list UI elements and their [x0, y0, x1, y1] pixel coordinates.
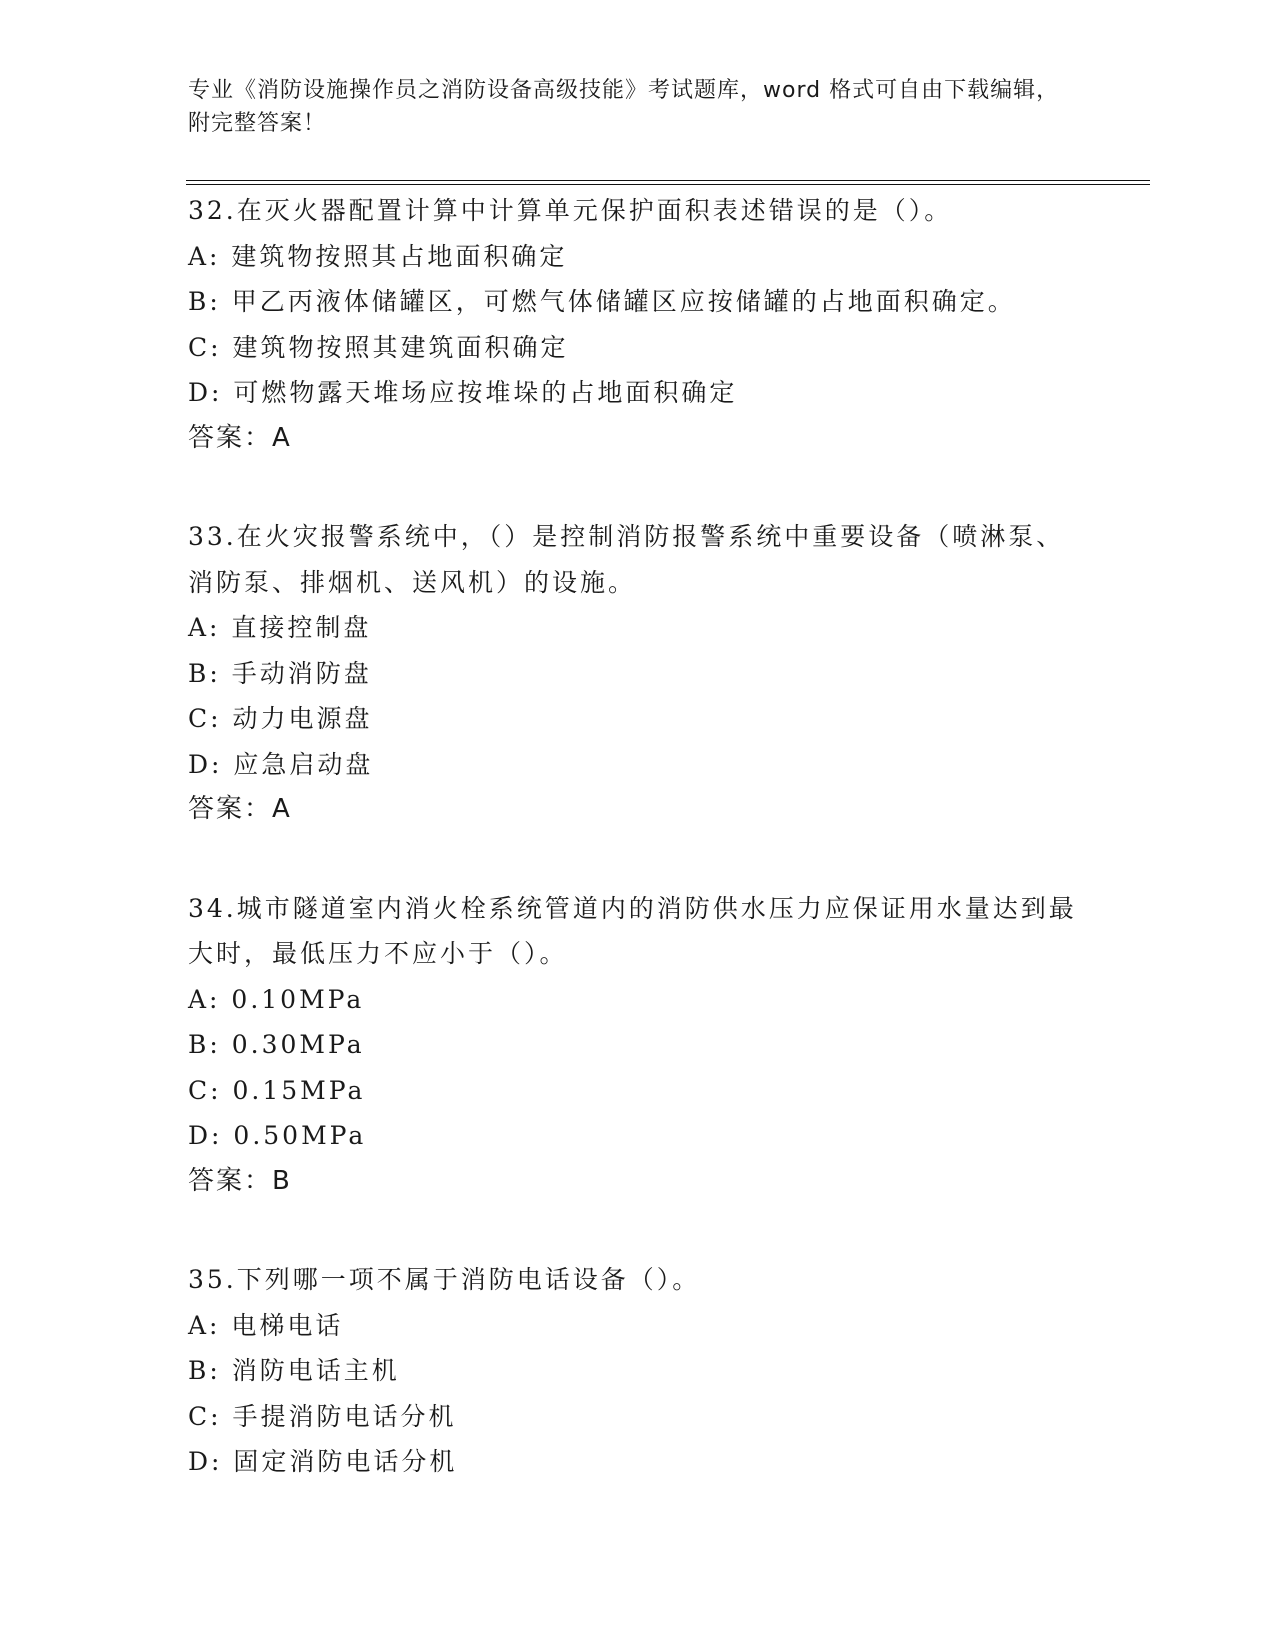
answer: 答案：B — [188, 1165, 292, 1196]
option-b: B: 消防电话主机 — [188, 1356, 400, 1385]
answer: 答案：A — [188, 794, 292, 824]
option-c: C: 手提消防电话分机 — [188, 1401, 457, 1431]
option-d: D: 固定消防电话分机 — [188, 1447, 458, 1476]
option-a: A: 建筑物按照其占地面积确定 — [188, 241, 568, 271]
option-a: A: 直接控制盘 — [188, 613, 372, 642]
question-stem: 32.在灭火器配置计算中计算单元保护面积表述错误的是（）。 — [188, 196, 953, 225]
question-34 — [188, 886, 1088, 1205]
question-stem: 34.城市隧道室内消火栓系统管道内的消防供水压力应保证用水量达到最大时，最低压力不应小于（）。 — [188, 893, 1077, 968]
question-32 — [188, 188, 1088, 461]
option-a: A: 电梯电话 — [188, 1310, 344, 1340]
option-c: C: 动力电源盘 — [188, 704, 373, 733]
option-d: D: 0.50MPa — [188, 1121, 367, 1150]
option-c: C: 建筑物按照其建筑面积确定 — [188, 332, 569, 362]
answer: 答案：A — [188, 422, 292, 453]
option-a: A: 0.10MPa — [188, 984, 365, 1014]
option-d: D: 应急启动盘 — [188, 749, 374, 779]
question-stem: 33.在火灾报警系统中，（）是控制消防报警系统中重要设备（喷淋泵、消防泵、排烟机、送风机）的设施。 — [188, 522, 1065, 597]
header-divider-top — [186, 180, 1150, 181]
option-b: B: 甲乙丙液体储罐区，可燃气体储罐区应按储罐的占地面积确定。 — [188, 287, 1016, 316]
question-33 — [188, 514, 1088, 833]
option-b: B: 手动消防盘 — [188, 658, 372, 688]
document-header: 专业《消防设施操作员之消防设备高级技能》考试题库，word 格式可自由下载编辑，附完整答案！ — [188, 78, 1060, 136]
option-d: D: 可燃物露天堆场应按堆垛的占地面积确定 — [188, 378, 738, 407]
question-35 — [188, 1257, 1088, 1485]
question-list — [188, 188, 1088, 1538]
question-stem: 35.下列哪一项不属于消防电话设备（）。 — [188, 1265, 701, 1294]
header-divider-bottom — [186, 184, 1150, 185]
option-b: B: 0.30MPa — [188, 1030, 365, 1059]
option-c: C: 0.15MPa — [188, 1075, 366, 1105]
